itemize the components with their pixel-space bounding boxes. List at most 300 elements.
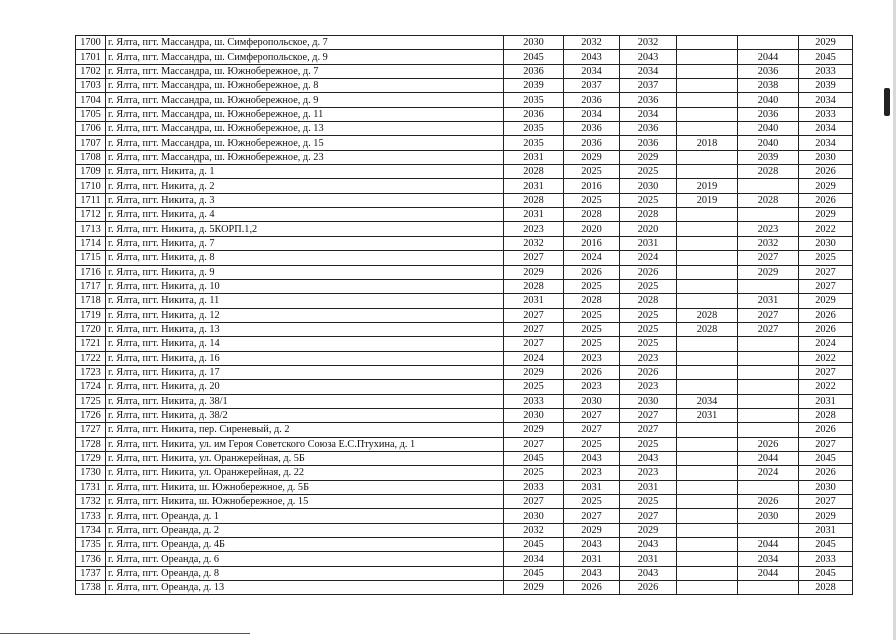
table-row bbox=[76, 394, 853, 408]
year-col-6: 2033 bbox=[799, 107, 853, 121]
year-col-1: 2034 bbox=[504, 552, 564, 566]
year-col-6: 2026 bbox=[799, 322, 853, 336]
year-col-3: 2026 bbox=[620, 581, 677, 595]
table-row bbox=[76, 251, 853, 265]
year-col-3: 2043 bbox=[620, 451, 677, 465]
row-number: 1701 bbox=[76, 50, 106, 64]
table-row bbox=[76, 64, 853, 78]
year-col-2: 2025 bbox=[564, 308, 620, 322]
address-cell: г. Ялта, пгт. Ореанда, д. 4Б bbox=[106, 538, 504, 552]
table-row bbox=[76, 581, 853, 595]
year-col-1: 2035 bbox=[504, 93, 564, 107]
address-cell: г. Ялта, пгт. Ореанда, д. 6 bbox=[106, 552, 504, 566]
year-col-3: 2025 bbox=[620, 193, 677, 207]
table-row bbox=[76, 93, 853, 107]
year-col-2: 2025 bbox=[564, 279, 620, 293]
year-col-5: 2044 bbox=[738, 566, 799, 580]
year-col-6: 2045 bbox=[799, 451, 853, 465]
year-col-1: 2036 bbox=[504, 107, 564, 121]
year-col-6: 2026 bbox=[799, 193, 853, 207]
year-col-6: 2027 bbox=[799, 365, 853, 379]
year-col-6: 2029 bbox=[799, 509, 853, 523]
address-cell: г. Ялта, пгт. Никита, д. 11 bbox=[106, 294, 504, 308]
year-col-6: 2026 bbox=[799, 466, 853, 480]
year-col-3: 2036 bbox=[620, 136, 677, 150]
year-col-1: 2031 bbox=[504, 150, 564, 164]
row-number: 1738 bbox=[76, 581, 106, 595]
year-col-3: 2025 bbox=[620, 165, 677, 179]
year-col-5 bbox=[738, 208, 799, 222]
year-col-2: 2028 bbox=[564, 208, 620, 222]
row-number: 1704 bbox=[76, 93, 106, 107]
row-number: 1718 bbox=[76, 294, 106, 308]
year-col-2: 2031 bbox=[564, 552, 620, 566]
year-col-5: 2023 bbox=[738, 222, 799, 236]
year-col-2: 2029 bbox=[564, 150, 620, 164]
year-col-5 bbox=[738, 365, 799, 379]
year-col-6: 2027 bbox=[799, 265, 853, 279]
row-number: 1710 bbox=[76, 179, 106, 193]
table-row bbox=[76, 451, 853, 465]
year-col-4 bbox=[677, 509, 738, 523]
year-col-1: 2028 bbox=[504, 279, 564, 293]
year-col-3: 2025 bbox=[620, 322, 677, 336]
year-col-3: 2043 bbox=[620, 50, 677, 64]
year-col-5: 2044 bbox=[738, 50, 799, 64]
year-col-5: 2040 bbox=[738, 122, 799, 136]
year-col-5: 2034 bbox=[738, 552, 799, 566]
year-col-1: 2027 bbox=[504, 251, 564, 265]
address-cell: г. Ялта, пгт. Никита, ш. Южнобережное, д. 5Б bbox=[106, 480, 504, 494]
year-col-6: 2039 bbox=[799, 79, 853, 93]
year-col-5 bbox=[738, 480, 799, 494]
row-number: 1700 bbox=[76, 36, 106, 50]
row-number: 1734 bbox=[76, 523, 106, 537]
year-col-4: 2031 bbox=[677, 408, 738, 422]
row-number: 1708 bbox=[76, 150, 106, 164]
address-cell: г. Ялта, пгт. Ореанда, д. 2 bbox=[106, 523, 504, 537]
year-col-1: 2027 bbox=[504, 437, 564, 451]
year-col-1: 2028 bbox=[504, 193, 564, 207]
year-col-6: 2022 bbox=[799, 351, 853, 365]
year-col-2: 2037 bbox=[564, 79, 620, 93]
row-number: 1733 bbox=[76, 509, 106, 523]
address-cell: г. Ялта, пгт. Никита, ш. Южнобережное, д. 15 bbox=[106, 495, 504, 509]
year-col-5: 2031 bbox=[738, 294, 799, 308]
year-col-3: 2025 bbox=[620, 308, 677, 322]
row-number: 1702 bbox=[76, 64, 106, 78]
year-col-6: 2026 bbox=[799, 308, 853, 322]
address-cell: г. Ялта, пгт. Никита, д. 5КОРП.1,2 bbox=[106, 222, 504, 236]
year-col-5 bbox=[738, 337, 799, 351]
year-col-6: 2027 bbox=[799, 437, 853, 451]
year-col-4 bbox=[677, 495, 738, 509]
address-cell: г. Ялта, пгт. Никита, д. 7 bbox=[106, 236, 504, 250]
year-col-6: 2024 bbox=[799, 337, 853, 351]
year-col-5 bbox=[738, 351, 799, 365]
year-col-4 bbox=[677, 236, 738, 250]
table-row bbox=[76, 294, 853, 308]
year-col-5: 2036 bbox=[738, 107, 799, 121]
address-cell: г. Ялта, пгт. Никита, д. 8 bbox=[106, 251, 504, 265]
year-col-1: 2024 bbox=[504, 351, 564, 365]
row-number: 1717 bbox=[76, 279, 106, 293]
year-col-3: 2026 bbox=[620, 265, 677, 279]
address-cell: г. Ялта, пгт. Массандра, ш. Симферопольское, д. 9 bbox=[106, 50, 504, 64]
year-col-3: 2026 bbox=[620, 365, 677, 379]
year-col-1: 2033 bbox=[504, 480, 564, 494]
year-col-2: 2020 bbox=[564, 222, 620, 236]
year-col-4: 2019 bbox=[677, 193, 738, 207]
row-number: 1707 bbox=[76, 136, 106, 150]
year-col-5: 2027 bbox=[738, 251, 799, 265]
year-col-6: 2022 bbox=[799, 380, 853, 394]
year-col-3: 2034 bbox=[620, 64, 677, 78]
address-cell: г. Ялта, пгт. Никита, д. 12 bbox=[106, 308, 504, 322]
year-col-1: 2027 bbox=[504, 495, 564, 509]
row-number: 1715 bbox=[76, 251, 106, 265]
year-col-4 bbox=[677, 208, 738, 222]
year-col-3: 2037 bbox=[620, 79, 677, 93]
year-col-4 bbox=[677, 523, 738, 537]
year-col-6: 2034 bbox=[799, 136, 853, 150]
row-number: 1731 bbox=[76, 480, 106, 494]
year-col-4 bbox=[677, 79, 738, 93]
address-cell: г. Ялта, пгт. Никита, ул. Оранжерейная, д. 22 bbox=[106, 466, 504, 480]
year-col-1: 2035 bbox=[504, 136, 564, 150]
year-col-2: 2032 bbox=[564, 36, 620, 50]
year-col-4 bbox=[677, 165, 738, 179]
year-col-2: 2026 bbox=[564, 365, 620, 379]
year-col-2: 2023 bbox=[564, 466, 620, 480]
year-col-2: 2028 bbox=[564, 294, 620, 308]
year-col-1: 2045 bbox=[504, 50, 564, 64]
table-row bbox=[76, 552, 853, 566]
row-number: 1725 bbox=[76, 394, 106, 408]
year-col-4 bbox=[677, 552, 738, 566]
year-col-1: 2036 bbox=[504, 64, 564, 78]
year-col-5: 2024 bbox=[738, 466, 799, 480]
year-col-1: 2027 bbox=[504, 322, 564, 336]
year-col-2: 2036 bbox=[564, 136, 620, 150]
row-number: 1713 bbox=[76, 222, 106, 236]
year-col-2: 2025 bbox=[564, 495, 620, 509]
row-number: 1709 bbox=[76, 165, 106, 179]
year-col-3: 2023 bbox=[620, 380, 677, 394]
scan-mark bbox=[884, 88, 890, 116]
year-col-6: 2033 bbox=[799, 64, 853, 78]
row-number: 1721 bbox=[76, 337, 106, 351]
row-number: 1720 bbox=[76, 322, 106, 336]
year-col-6: 2028 bbox=[799, 408, 853, 422]
address-cell: г. Ялта, пгт. Никита, ул. Оранжерейная, д. 5Б bbox=[106, 451, 504, 465]
table-row bbox=[76, 480, 853, 494]
year-col-2: 2043 bbox=[564, 538, 620, 552]
year-col-4 bbox=[677, 351, 738, 365]
year-col-1: 2031 bbox=[504, 294, 564, 308]
year-col-6: 2045 bbox=[799, 538, 853, 552]
year-col-4 bbox=[677, 36, 738, 50]
year-col-2: 2034 bbox=[564, 64, 620, 78]
year-col-2: 2043 bbox=[564, 50, 620, 64]
address-cell: г. Ялта, пгт. Никита, д. 20 bbox=[106, 380, 504, 394]
year-col-6: 2030 bbox=[799, 480, 853, 494]
year-col-6: 2022 bbox=[799, 222, 853, 236]
table-body bbox=[76, 36, 853, 595]
year-col-3: 2027 bbox=[620, 509, 677, 523]
address-cell: г. Ялта, пгт. Массандра, ш. Южнобережное, д. 11 bbox=[106, 107, 504, 121]
table-row bbox=[76, 165, 853, 179]
year-col-1: 2027 bbox=[504, 337, 564, 351]
address-cell: г. Ялта, пгт. Массандра, ш. Симферопольское, д. 7 bbox=[106, 36, 504, 50]
year-col-1: 2029 bbox=[504, 265, 564, 279]
year-col-6: 2034 bbox=[799, 93, 853, 107]
year-col-1: 2045 bbox=[504, 538, 564, 552]
year-col-5 bbox=[738, 394, 799, 408]
row-number: 1724 bbox=[76, 380, 106, 394]
table-row bbox=[76, 466, 853, 480]
year-col-3: 2030 bbox=[620, 394, 677, 408]
year-col-5: 2029 bbox=[738, 265, 799, 279]
address-cell: г. Ялта, пгт. Массандра, ш. Южнобережное, д. 23 bbox=[106, 150, 504, 164]
year-col-3: 2024 bbox=[620, 251, 677, 265]
year-col-2: 2023 bbox=[564, 380, 620, 394]
year-col-4: 2018 bbox=[677, 136, 738, 150]
year-col-1: 2045 bbox=[504, 451, 564, 465]
address-cell: г. Ялта, пгт. Никита, д. 4 bbox=[106, 208, 504, 222]
year-col-1: 2039 bbox=[504, 79, 564, 93]
row-number: 1726 bbox=[76, 408, 106, 422]
year-col-2: 2031 bbox=[564, 480, 620, 494]
year-col-2: 2027 bbox=[564, 509, 620, 523]
year-col-6: 2045 bbox=[799, 566, 853, 580]
table-row bbox=[76, 107, 853, 121]
address-cell: г. Ялта, пгт. Массандра, ш. Южнобережное, д. 8 bbox=[106, 79, 504, 93]
row-number: 1737 bbox=[76, 566, 106, 580]
year-col-2: 2036 bbox=[564, 93, 620, 107]
year-col-4 bbox=[677, 222, 738, 236]
year-col-3: 2036 bbox=[620, 93, 677, 107]
year-col-6: 2045 bbox=[799, 50, 853, 64]
scan-line bbox=[0, 633, 250, 634]
year-col-2: 2043 bbox=[564, 566, 620, 580]
row-number: 1727 bbox=[76, 423, 106, 437]
year-col-2: 2025 bbox=[564, 437, 620, 451]
year-col-5 bbox=[738, 581, 799, 595]
year-col-5 bbox=[738, 380, 799, 394]
year-col-3: 2027 bbox=[620, 423, 677, 437]
row-number: 1732 bbox=[76, 495, 106, 509]
address-cell: г. Ялта, пгт. Никита, д. 16 bbox=[106, 351, 504, 365]
row-number: 1728 bbox=[76, 437, 106, 451]
address-cell: г. Ялта, пгт. Никита, д. 9 bbox=[106, 265, 504, 279]
year-col-6: 2029 bbox=[799, 294, 853, 308]
table-row bbox=[76, 79, 853, 93]
year-col-6: 2027 bbox=[799, 279, 853, 293]
row-number: 1712 bbox=[76, 208, 106, 222]
table-row bbox=[76, 351, 853, 365]
year-col-3: 2029 bbox=[620, 150, 677, 164]
year-col-1: 2030 bbox=[504, 36, 564, 50]
year-col-3: 2025 bbox=[620, 337, 677, 351]
year-col-2: 2026 bbox=[564, 581, 620, 595]
year-col-4: 2028 bbox=[677, 308, 738, 322]
year-col-5 bbox=[738, 279, 799, 293]
year-col-2: 2034 bbox=[564, 107, 620, 121]
year-col-5: 2036 bbox=[738, 64, 799, 78]
year-col-4: 2028 bbox=[677, 322, 738, 336]
year-col-1: 2028 bbox=[504, 165, 564, 179]
table-row bbox=[76, 150, 853, 164]
year-col-2: 2026 bbox=[564, 265, 620, 279]
year-col-2: 2025 bbox=[564, 322, 620, 336]
address-cell: г. Ялта, пгт. Никита, д. 1 bbox=[106, 165, 504, 179]
year-col-2: 2016 bbox=[564, 179, 620, 193]
address-cell: г. Ялта, пгт. Никита, д. 10 bbox=[106, 279, 504, 293]
table-row bbox=[76, 179, 853, 193]
year-col-1: 2031 bbox=[504, 179, 564, 193]
year-col-6: 2026 bbox=[799, 165, 853, 179]
year-col-3: 2031 bbox=[620, 480, 677, 494]
row-number: 1706 bbox=[76, 122, 106, 136]
address-cell: г. Ялта, пгт. Массандра, ш. Южнобережное, д. 9 bbox=[106, 93, 504, 107]
table-row bbox=[76, 538, 853, 552]
table-row bbox=[76, 566, 853, 580]
year-col-5: 2039 bbox=[738, 150, 799, 164]
year-col-6: 2030 bbox=[799, 236, 853, 250]
year-col-4 bbox=[677, 380, 738, 394]
year-col-1: 2029 bbox=[504, 423, 564, 437]
year-col-4 bbox=[677, 265, 738, 279]
year-col-5 bbox=[738, 408, 799, 422]
address-cell: г. Ялта, пгт. Ореанда, д. 8 bbox=[106, 566, 504, 580]
year-col-4 bbox=[677, 294, 738, 308]
year-col-4 bbox=[677, 480, 738, 494]
year-col-5 bbox=[738, 179, 799, 193]
address-cell: г. Ялта, пгт. Массандра, ш. Южнобережное, д. 7 bbox=[106, 64, 504, 78]
table-row bbox=[76, 322, 853, 336]
year-col-5: 2038 bbox=[738, 79, 799, 93]
address-cell: г. Ялта, пгт. Никита, ул. им Героя Советского Союза Е.С.Птухина, д. 1 bbox=[106, 437, 504, 451]
row-number: 1714 bbox=[76, 236, 106, 250]
year-col-3: 2028 bbox=[620, 294, 677, 308]
year-col-5 bbox=[738, 423, 799, 437]
year-col-1: 2025 bbox=[504, 380, 564, 394]
year-col-6: 2028 bbox=[799, 581, 853, 595]
year-col-1: 2030 bbox=[504, 509, 564, 523]
table-row bbox=[76, 437, 853, 451]
year-col-3: 2036 bbox=[620, 122, 677, 136]
year-col-4 bbox=[677, 466, 738, 480]
year-col-5: 2026 bbox=[738, 495, 799, 509]
address-cell: г. Ялта, пгт. Никита, д. 38/1 bbox=[106, 394, 504, 408]
table-row bbox=[76, 265, 853, 279]
year-col-1: 2031 bbox=[504, 208, 564, 222]
year-col-2: 2025 bbox=[564, 193, 620, 207]
row-number: 1730 bbox=[76, 466, 106, 480]
year-col-1: 2045 bbox=[504, 566, 564, 580]
year-col-4 bbox=[677, 423, 738, 437]
year-col-4 bbox=[677, 437, 738, 451]
year-col-5: 2027 bbox=[738, 308, 799, 322]
year-col-5: 2026 bbox=[738, 437, 799, 451]
year-col-5: 2044 bbox=[738, 451, 799, 465]
year-col-3: 2031 bbox=[620, 236, 677, 250]
row-number: 1736 bbox=[76, 552, 106, 566]
address-cell: г. Ялта, пгт. Массандра, ш. Южнобережное, д. 13 bbox=[106, 122, 504, 136]
year-col-3: 2020 bbox=[620, 222, 677, 236]
table-row bbox=[76, 222, 853, 236]
year-col-6: 2027 bbox=[799, 495, 853, 509]
row-number: 1735 bbox=[76, 538, 106, 552]
year-col-4 bbox=[677, 581, 738, 595]
year-col-3: 2025 bbox=[620, 495, 677, 509]
table-row bbox=[76, 495, 853, 509]
year-col-1: 2033 bbox=[504, 394, 564, 408]
table-row bbox=[76, 36, 853, 50]
year-col-1: 2035 bbox=[504, 122, 564, 136]
year-col-6: 2029 bbox=[799, 36, 853, 50]
table-row bbox=[76, 193, 853, 207]
address-cell: г. Ялта, пгт. Никита, д. 13 bbox=[106, 322, 504, 336]
row-number: 1705 bbox=[76, 107, 106, 121]
year-col-1: 2029 bbox=[504, 581, 564, 595]
year-col-3: 2028 bbox=[620, 208, 677, 222]
year-col-2: 2029 bbox=[564, 523, 620, 537]
row-number: 1716 bbox=[76, 265, 106, 279]
year-col-4 bbox=[677, 107, 738, 121]
year-col-5: 2040 bbox=[738, 136, 799, 150]
year-col-1: 2030 bbox=[504, 408, 564, 422]
year-col-2: 2027 bbox=[564, 408, 620, 422]
address-cell: г. Ялта, пгт. Массандра, ш. Южнобережное, д. 15 bbox=[106, 136, 504, 150]
address-cell: г. Ялта, пгт. Никита, д. 17 bbox=[106, 365, 504, 379]
table-row bbox=[76, 279, 853, 293]
housing-repair-table bbox=[75, 35, 853, 595]
table-row bbox=[76, 365, 853, 379]
year-col-6: 2026 bbox=[799, 423, 853, 437]
year-col-4 bbox=[677, 50, 738, 64]
year-col-3: 2034 bbox=[620, 107, 677, 121]
year-col-4 bbox=[677, 538, 738, 552]
year-col-4 bbox=[677, 122, 738, 136]
year-col-3: 2043 bbox=[620, 538, 677, 552]
year-col-3: 2043 bbox=[620, 566, 677, 580]
year-col-1: 2025 bbox=[504, 466, 564, 480]
year-col-3: 2025 bbox=[620, 437, 677, 451]
year-col-4 bbox=[677, 279, 738, 293]
address-cell: г. Ялта, пгт. Ореанда, д. 13 bbox=[106, 581, 504, 595]
address-cell: г. Ялта, пгт. Никита, д. 38/2 bbox=[106, 408, 504, 422]
year-col-1: 2032 bbox=[504, 523, 564, 537]
year-col-4 bbox=[677, 365, 738, 379]
year-col-4 bbox=[677, 566, 738, 580]
address-cell: г. Ялта, пгт. Никита, д. 3 bbox=[106, 193, 504, 207]
year-col-1: 2027 bbox=[504, 308, 564, 322]
year-col-2: 2030 bbox=[564, 394, 620, 408]
year-col-4 bbox=[677, 337, 738, 351]
row-number: 1703 bbox=[76, 79, 106, 93]
year-col-6: 2033 bbox=[799, 552, 853, 566]
table-row bbox=[76, 523, 853, 537]
row-number: 1711 bbox=[76, 193, 106, 207]
row-number: 1729 bbox=[76, 451, 106, 465]
table-row bbox=[76, 50, 853, 64]
year-col-2: 2025 bbox=[564, 337, 620, 351]
table-row bbox=[76, 380, 853, 394]
year-col-2: 2023 bbox=[564, 351, 620, 365]
year-col-5: 2032 bbox=[738, 236, 799, 250]
